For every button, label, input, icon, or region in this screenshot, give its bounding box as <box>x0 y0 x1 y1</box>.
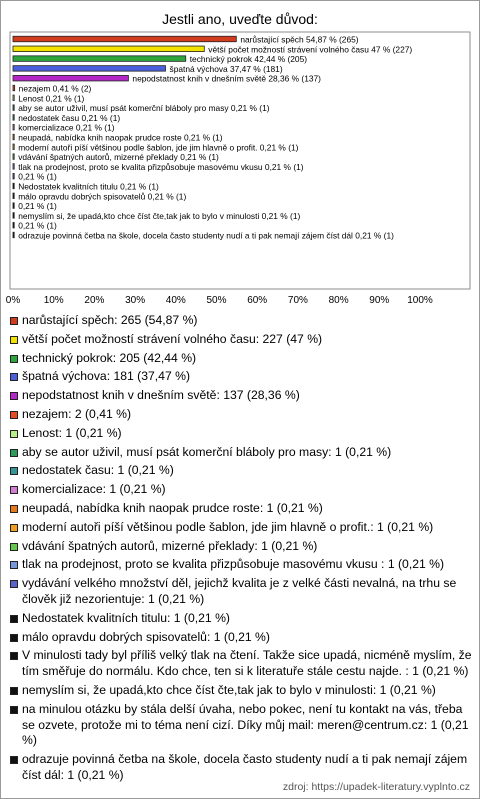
bar-label-19: 0,21 % (1) <box>18 220 57 231</box>
bar-label-18: nemyslím si, že upadá,kto chce číst čte,tak jak to bylo v minulosti 0,21 % (1) <box>18 210 301 221</box>
x-tick-label-8: 80% <box>328 295 349 306</box>
bar-8 <box>13 115 14 121</box>
legend-label-0: narůstající spěch: 265 (54,87 %) <box>22 313 198 327</box>
legend-swatch-17 <box>10 652 18 660</box>
legend-swatch-16 <box>10 634 18 642</box>
legend-swatch-12 <box>10 543 18 551</box>
legend-label-18: nemyslím si, že upadá,kto chce číst čte,tak jak to bylo v minulosti: 1 (0,21 %) <box>22 682 436 697</box>
bar-label-16: málo opravdu dobrých spisovatelů 0,21 % (1) <box>18 191 187 202</box>
bar-label-13: tlak na prodejnost, proto se kvalita přizpůsobuje masovému vkusu 0,21 % (1) <box>18 161 304 172</box>
bar-13 <box>13 164 14 170</box>
chart-legend <box>10 313 472 787</box>
x-tick-label-1: 10% <box>43 295 64 306</box>
legend-swatch-5 <box>10 411 18 419</box>
legend-swatch-4 <box>10 392 18 400</box>
legend-swatch-11 <box>10 524 18 532</box>
bar-label-2: technický pokrok 42,44 % (205) <box>189 54 308 65</box>
legend-label-3: špatná výchova: 181 (37,47 %) <box>22 369 191 384</box>
legend-item-1 <box>10 332 472 348</box>
legend-swatch-18 <box>10 687 18 695</box>
legend-label-6: Lenost: 1 (0,21 %) <box>22 425 122 440</box>
legend-swatch-2 <box>10 355 18 363</box>
x-tick-label-3: 30% <box>125 295 146 306</box>
legend-label-17: V minulosti tady byl příliš velký tlak na čtení. Takže sice upadá, nicméně myslím, že tím směřuje do normálu. Kdo chce, ten si k literatuře stále cestu najde. : 1 (0,21 %) <box>22 648 472 679</box>
bar-label-8: nedostatek času 0,21 % (1) <box>18 112 121 123</box>
bar-0 <box>13 36 236 42</box>
bar-label-15: Nedostatek kvalitních titulu 0,21 % (1) <box>18 181 159 192</box>
bar-4 <box>13 75 128 81</box>
legend-item-6 <box>10 426 472 442</box>
legend-label-5: nezajem: 2 (0,41 %) <box>22 406 132 421</box>
bar-16 <box>13 193 14 199</box>
bar-label-6: Lenost 0,21 % (1) <box>18 93 85 104</box>
legend-label-7: aby se autor uživil, musí psát komerční bláboly pro masy: 1 (0,21 %) <box>22 444 392 459</box>
legend-swatch-1 <box>10 336 18 344</box>
bar-label-20: odrazuje povinná četba na škole, docela často studenty nudí a ti pak nemají zájem číst dál 0,21 % (1) <box>18 230 394 241</box>
bar-plot <box>1 1 479 313</box>
x-tick-label-4: 40% <box>165 295 186 306</box>
legend-item-15 <box>10 611 472 627</box>
bar-2 <box>13 56 186 62</box>
legend-swatch-15 <box>10 615 18 623</box>
legend-item-10 <box>10 501 472 517</box>
bar-label-0: narůstající spěch 54,87 % (265) <box>240 34 359 45</box>
bar-label-7: aby se autor uživil, musí psát komerční bláboly pro masy 0,21 % (1) <box>18 103 270 114</box>
legend-item-9 <box>10 482 472 498</box>
legend-label-19: na minulou otázku by stála delší úvaha, nebo pokec, není tu kontakt na vás, třeba se ozvete, protože mi to téma není cizí. Díky můj mail: meren@centrum.cz: 1 (0,21 %) <box>22 701 469 748</box>
legend-label-2: technický pokrok: 205 (42,44 %) <box>22 350 197 365</box>
legend-label-4: nepodstatnost knih v dnešním světě: 137 (28,36 %) <box>22 388 300 403</box>
legend-label-15: Nedostatek kvalitních titulu: 1 (0,21 %) <box>22 610 230 625</box>
legend-swatch-9 <box>10 486 18 494</box>
legend-label-20: odrazuje povinná četba na škole, docela často studenty nudí a ti pak nemají zájem číst dál: 1 (0,21 %) <box>22 752 468 782</box>
bar-12 <box>13 154 14 160</box>
bar-label-14: 0,21 % (1) <box>18 171 57 182</box>
legend-label-9: komercializace: 1 (0,21 %) <box>22 482 166 497</box>
legend-item-11 <box>10 520 472 536</box>
legend-swatch-6 <box>10 430 18 438</box>
legend-item-5 <box>10 407 472 423</box>
bar-19 <box>13 222 14 228</box>
source-caption: zdroj: https://upadek-literatury.vyplnto.cz <box>282 781 470 793</box>
legend-item-2 <box>10 351 472 367</box>
chart-title: Jestli ano, uveďte důvod: <box>162 11 318 27</box>
bar-label-1: větší počet možností strávení volného času 47 % (227) <box>208 44 413 55</box>
x-tick-label-10: 100% <box>407 295 433 306</box>
legend-swatch-19 <box>10 706 18 714</box>
bar-15 <box>13 183 14 189</box>
x-tick-label-5: 50% <box>206 295 227 306</box>
x-tick-label-6: 60% <box>247 295 268 306</box>
bar-label-12: vdávání špatných autorů, mizerné překlady 0,21 % (1) <box>18 152 219 163</box>
legend-item-14 <box>10 576 472 608</box>
bar-18 <box>13 213 14 219</box>
bar-label-10: neupadá, nabídka knih naopak prudce roste 0,21 % (1) <box>18 132 223 143</box>
bar-20 <box>13 232 14 238</box>
legend-item-17 <box>10 648 472 680</box>
legend-item-13 <box>10 557 472 573</box>
bar-label-17: 0,21 % (1) <box>18 201 57 212</box>
legend-item-19 <box>10 702 472 749</box>
legend-label-11: moderní autoři píší většinou podle šablon, jde jim hlavně o profit.: 1 (0,21 %) <box>22 519 434 534</box>
x-tick-label-0: 0% <box>5 295 21 306</box>
bar-5 <box>13 85 15 91</box>
legend-swatch-8 <box>10 467 18 475</box>
legend-item-3 <box>10 369 472 385</box>
bar-label-9: komercializace 0,21 % (1) <box>18 122 115 133</box>
legend-label-8: nedostatek času: 1 (0,21 %) <box>22 463 174 478</box>
bar-9 <box>13 124 14 130</box>
legend-label-14: vydávání velkého množství děl, jejichž kvalita je z velké části nevalná, na trhu se člověk již nezorientuje: 1 (0,21 %) <box>22 576 457 606</box>
bar-17 <box>13 203 14 209</box>
legend-label-12: vdávání špatných autorů, mizerné překlady: 1 (0,21 %) <box>22 538 318 553</box>
legend-item-12 <box>10 539 472 555</box>
bar-11 <box>13 144 14 150</box>
legend-swatch-14 <box>10 580 18 588</box>
legend-item-18 <box>10 683 472 699</box>
legend-item-4 <box>10 388 472 404</box>
bar-label-5: nezajem 0,41 % (2) <box>18 83 92 94</box>
legend-item-16 <box>10 630 472 646</box>
legend-swatch-13 <box>10 561 18 569</box>
x-tick-label-7: 70% <box>287 295 308 306</box>
legend-item-8 <box>10 463 472 479</box>
legend-label-13: tlak na prodejnost, proto se kvalita přizpůsobuje masovému vkusu : 1 (0,21 %) <box>22 557 445 572</box>
legend-item-7 <box>10 445 472 461</box>
bar-3 <box>13 66 166 72</box>
legend-swatch-20 <box>10 756 18 764</box>
bar-14 <box>13 173 14 179</box>
legend-swatch-10 <box>10 505 18 513</box>
legend-item-20 <box>10 752 472 784</box>
legend-label-10: neupadá, nabídka knih naopak prudce roste: 1 (0,21 %) <box>22 500 323 515</box>
bar-label-4: nepodstatnost knih v dnešním světě 28,36 % (137) <box>132 73 321 84</box>
x-tick-label-9: 90% <box>369 295 390 306</box>
bar-6 <box>13 95 14 101</box>
x-tick-label-2: 20% <box>84 295 105 306</box>
bar-7 <box>13 105 14 111</box>
legend-swatch-0 <box>10 317 18 325</box>
legend-label-1: větší počet možností strávení volného času: 227 (47 %) <box>22 331 323 346</box>
bar-label-11: moderní autoři píší většinou podle šablon, jde jim hlavně o profit. 0,21 % (1) <box>18 142 299 153</box>
bar-1 <box>13 46 204 52</box>
bar-10 <box>13 134 14 140</box>
bar-label-3: špatná výchova 37,47 % (181) <box>169 63 283 74</box>
legend-swatch-7 <box>10 449 18 457</box>
legend-swatch-3 <box>10 373 18 381</box>
legend-item-0 <box>10 313 472 329</box>
legend-label-16: málo opravdu dobrých spisovatelů: 1 (0,21 %) <box>22 629 270 644</box>
